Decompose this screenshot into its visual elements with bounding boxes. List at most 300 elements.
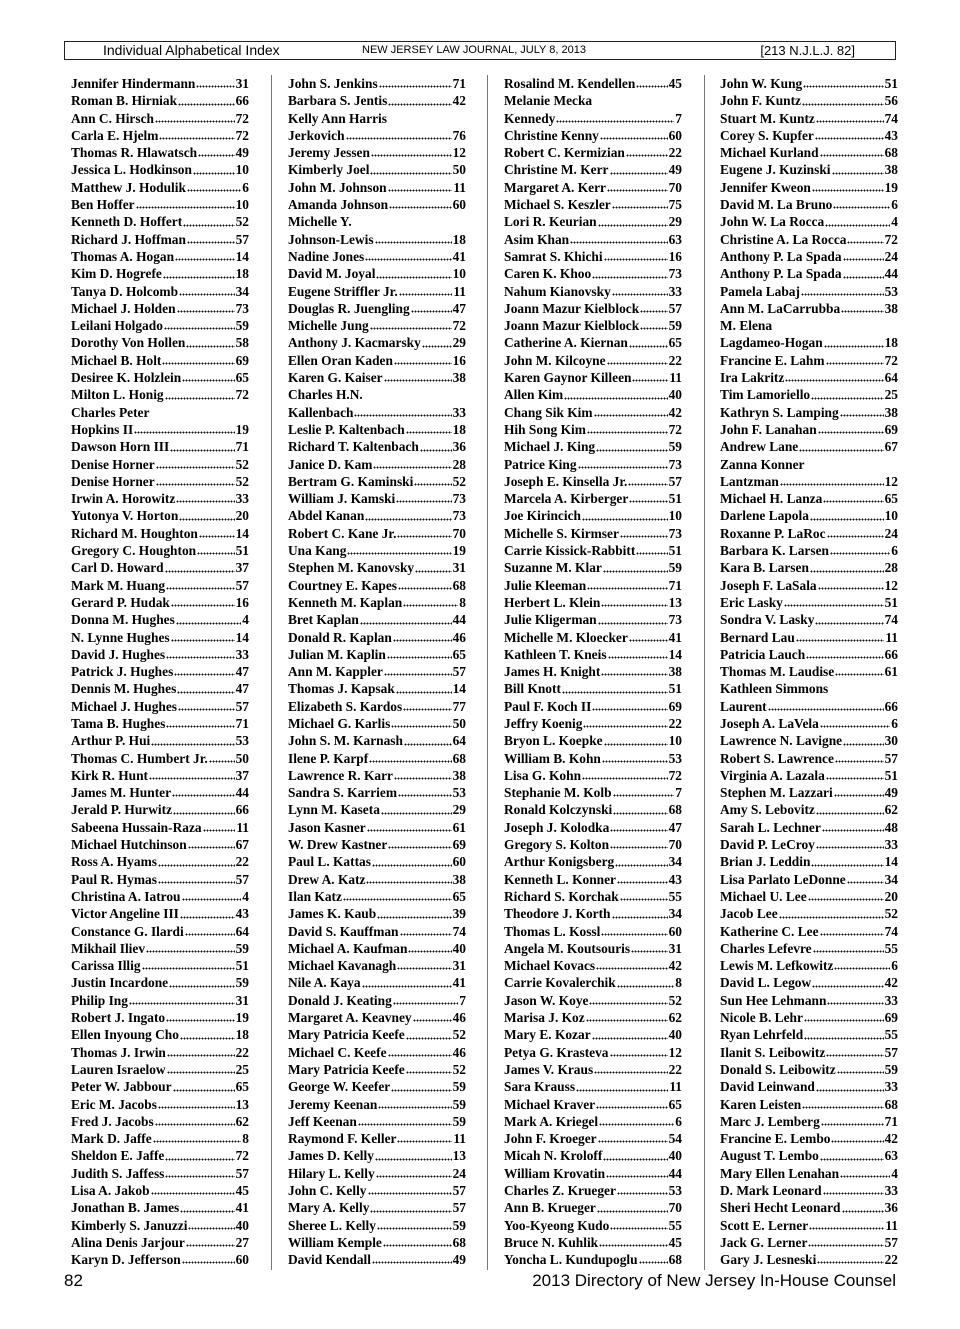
dot-leader	[615, 857, 667, 867]
entry-page-number: 10	[884, 508, 898, 524]
entry-name: Leilani Holgado	[71, 318, 163, 334]
index-entry	[720, 940, 898, 957]
dot-leader	[411, 303, 452, 313]
index-entry	[288, 386, 466, 403]
entry-page-number: 40	[452, 940, 466, 956]
entry-page-number: 14	[235, 248, 249, 264]
entry-name: Julian M. Kaplin	[288, 646, 386, 662]
index-entry	[504, 992, 682, 1009]
dot-leader	[636, 78, 667, 88]
index-entry	[720, 905, 898, 922]
index-entry	[288, 905, 466, 922]
index-entry	[720, 369, 898, 386]
index-entry	[71, 507, 249, 524]
dot-leader	[812, 978, 883, 988]
dot-leader	[182, 1254, 235, 1264]
dot-leader	[176, 615, 241, 625]
entry-page-number: 72	[235, 110, 249, 126]
dot-leader	[156, 459, 235, 469]
entry-page-number: 72	[668, 767, 682, 783]
entry-name: Ryan Lehrfeld	[720, 1027, 804, 1043]
entry-name: Jonathan B. James	[71, 1200, 180, 1216]
entry-name: Zanna Konner	[720, 456, 805, 472]
index-entry	[71, 283, 249, 300]
entry-page-number: 71	[235, 439, 249, 455]
entry-name: Jennifer Hindermann	[71, 76, 196, 91]
entry-page-number: 66	[884, 698, 898, 714]
entry-page-number: 72	[235, 1148, 249, 1164]
entry-name: Carrie Kissick-Rabbitt	[504, 543, 636, 559]
dot-leader	[820, 147, 884, 157]
entry-page-number: 6	[891, 197, 898, 213]
entry-page-number: 69	[884, 421, 898, 437]
entry-name: David P. LeCroy	[720, 837, 815, 853]
index-entry	[504, 1078, 682, 1095]
index-entry	[288, 1096, 466, 1113]
index-entry	[288, 1078, 466, 1095]
entry-name: Kelly Ann Harris	[288, 110, 387, 126]
entry-name: Irwin A. Horowitz	[71, 491, 176, 507]
entry-name: James V. Kraus	[504, 1061, 594, 1077]
index-entry	[288, 317, 466, 334]
index-entry	[720, 1234, 898, 1251]
entry-name: John F. Kuntz	[720, 93, 801, 109]
entry-page-number: 55	[884, 940, 898, 956]
entry-page-number: 38	[452, 871, 466, 887]
dot-leader	[840, 1168, 890, 1178]
index-entry	[720, 1061, 898, 1078]
entry-name: Tim Lamoriello	[720, 387, 811, 403]
dot-leader	[825, 217, 890, 227]
entry-name: Thomas M. Laudise	[720, 664, 835, 680]
entry-name: Melanie Mecka	[504, 93, 593, 109]
entry-name: Patrice King	[504, 456, 577, 472]
entry-page-number: 43	[235, 906, 249, 922]
index-entry	[71, 629, 249, 646]
entry-name: Gregory S. Kolton	[504, 837, 610, 853]
entry-page-number: 6	[242, 179, 249, 195]
entry-name: Jennifer Kweon	[720, 179, 811, 195]
entry-name: Karen Gaynor Killeen	[504, 370, 632, 386]
entry-page-number: 52	[452, 1027, 466, 1043]
dot-leader	[165, 563, 235, 573]
index-entry	[71, 1130, 249, 1147]
entry-page-number: 73	[452, 508, 466, 524]
entry-name: Una Kang	[288, 543, 347, 559]
dot-leader	[785, 372, 883, 382]
entry-page-number: 59	[235, 318, 249, 334]
index-entry	[720, 923, 898, 940]
entry-name: Kathleen Simmons	[720, 681, 829, 697]
entry-name: David L. Legow	[720, 975, 812, 991]
index-entry	[71, 871, 249, 888]
entry-page-number: 52	[668, 992, 682, 1008]
dot-leader	[810, 511, 884, 521]
entry-page-number: 40	[668, 1148, 682, 1164]
dot-leader	[177, 684, 234, 694]
entry-page-number: 63	[668, 231, 682, 247]
entry-page-number: 65	[668, 335, 682, 351]
entry-name: Denise Horner	[71, 473, 155, 489]
index-entry	[720, 767, 898, 784]
entry-page-number: 73	[235, 300, 249, 316]
entry-name: Donna M. Hughes	[71, 612, 175, 628]
entry-name: Michael A. Kaufman	[288, 940, 408, 956]
dot-leader	[599, 1116, 674, 1126]
dot-leader	[612, 909, 668, 919]
entry-name: Karen Leisten	[720, 1096, 802, 1112]
dot-leader	[193, 165, 235, 175]
entry-page-number: 70	[452, 525, 466, 541]
entry-page-number: 55	[668, 888, 682, 904]
index-entry	[288, 577, 466, 594]
entry-name: Julie Kleeman	[504, 577, 587, 593]
entry-name: Kirk R. Hunt	[71, 767, 149, 783]
entry-page-number: 39	[452, 906, 466, 922]
entry-name: Thomas C. Humbert Jr.	[71, 750, 208, 766]
entry-page-number: 24	[884, 248, 898, 264]
index-entry	[504, 905, 682, 922]
entry-name: Kim D. Hogrefe	[71, 266, 162, 282]
dot-leader	[582, 770, 668, 780]
entry-page-number: 16	[235, 594, 249, 610]
entry-page-number: 8	[242, 1131, 249, 1147]
index-entry	[720, 1182, 898, 1199]
dot-leader	[155, 1116, 235, 1126]
entry-page-number: 14	[884, 854, 898, 870]
entry-page-number: 33	[235, 491, 249, 507]
entry-page-number: 59	[668, 560, 682, 576]
index-entry	[71, 836, 249, 853]
dot-leader	[373, 459, 451, 469]
running-header	[64, 41, 896, 60]
dot-leader	[347, 545, 451, 555]
entry-page-number: 44	[668, 1165, 682, 1181]
dot-leader	[823, 1185, 884, 1195]
entry-name: Francine E. Lembo	[720, 1131, 831, 1147]
index-entry	[720, 801, 898, 818]
entry-page-number: 57	[884, 1234, 898, 1250]
entry-name: Nicole B. Lehr	[720, 1010, 803, 1026]
index-entry	[288, 784, 466, 801]
entry-page-number: 52	[235, 214, 249, 230]
entry-name: Angela M. Koutsouris	[504, 940, 631, 956]
entry-name: James D. Kelly	[288, 1148, 374, 1164]
entry-name: Samrat S. Khichi	[504, 248, 603, 264]
entry-name: Marcela A. Kirberger	[504, 491, 629, 507]
index-entry	[504, 715, 682, 732]
index-entry	[504, 750, 682, 767]
entry-name: N. Lynne Hughes	[71, 629, 170, 645]
dot-leader	[604, 736, 668, 746]
entry-page-number: 72	[452, 318, 466, 334]
entry-page-number: 56	[884, 93, 898, 109]
index-entry	[288, 421, 466, 438]
index-entry	[71, 161, 249, 178]
entry-name: Ann M. LaCarrubba	[720, 300, 841, 316]
entry-page-number: 45	[668, 1234, 682, 1250]
index-entry	[504, 767, 682, 784]
index-entry	[71, 905, 249, 922]
entry-page-number: 11	[453, 1131, 466, 1147]
entry-name: David Leinwand	[720, 1079, 815, 1095]
entry-name: Jason W. Koye	[504, 992, 589, 1008]
entry-name: Dennis M. Hughes	[71, 681, 177, 697]
dot-leader	[388, 1047, 452, 1057]
entry-name: Kimberly S. Januzzi	[71, 1217, 188, 1233]
dot-leader	[803, 78, 883, 88]
entry-name: Eugene J. Kuzinski	[720, 162, 831, 178]
entry-page-number: 41	[668, 629, 682, 645]
dot-leader	[816, 113, 884, 123]
entry-name: Michael G. Karlis	[288, 715, 391, 731]
index-entry	[288, 1217, 466, 1234]
entry-page-number: 19	[235, 1010, 249, 1026]
entry-name: Mikhail Iliev	[71, 940, 146, 956]
dot-leader	[166, 718, 234, 728]
entry-page-number: 57	[668, 473, 682, 489]
entry-page-number: 33	[668, 283, 682, 299]
entry-name: Victor Angeline III	[71, 906, 179, 922]
entry-page-number: 31	[235, 76, 249, 91]
entry-name: Amanda Johnson	[288, 197, 389, 213]
entry-page-number: 50	[452, 715, 466, 731]
index-entry	[504, 404, 682, 421]
dot-leader	[378, 1099, 451, 1109]
dot-leader	[842, 1203, 884, 1213]
dot-leader	[164, 320, 235, 330]
entry-page-number: 25	[235, 1061, 249, 1077]
index-entry	[720, 542, 898, 559]
dot-leader	[629, 493, 667, 503]
dot-leader	[403, 597, 458, 607]
entry-name: Mary Ellen Lenahan	[720, 1165, 840, 1181]
entry-page-number: 57	[235, 871, 249, 887]
dot-leader	[179, 511, 234, 521]
dot-leader	[198, 147, 235, 157]
entry-page-number: 73	[668, 456, 682, 472]
entry-name: Charles Lefevre	[720, 940, 812, 956]
entry-name: Jeremy Jessen	[288, 145, 370, 161]
dot-leader	[404, 736, 452, 746]
dot-leader	[167, 1064, 235, 1074]
journal-name: NEW JERSEY LAW JOURNAL, JULY 8, 2013	[362, 44, 586, 56]
entry-page-number: 34	[884, 871, 898, 887]
entry-page-number: 34	[235, 283, 249, 299]
dot-leader	[381, 805, 452, 815]
entry-name: David M. La Bruno	[720, 197, 833, 213]
entry-name: Caren K. Khoo	[504, 266, 592, 282]
dot-leader	[830, 545, 890, 555]
dot-leader	[596, 442, 667, 452]
entry-page-number: 71	[668, 577, 682, 593]
dot-leader	[841, 303, 883, 313]
dot-leader	[629, 632, 668, 642]
index-entry	[288, 992, 466, 1009]
entry-name: Gerard P. Hudak	[71, 594, 170, 610]
index-entry	[720, 196, 898, 213]
entry-page-number: 47	[452, 300, 466, 316]
entry-name: Barbara S. Jentis	[288, 93, 388, 109]
dot-leader	[582, 511, 668, 521]
index-entry	[720, 1217, 898, 1234]
entry-page-number: 24	[884, 525, 898, 541]
entry-page-number: 60	[452, 197, 466, 213]
dot-leader	[826, 770, 884, 780]
index-entry	[71, 594, 249, 611]
entry-name: Stuart M. Kuntz	[720, 110, 815, 126]
dot-leader	[598, 217, 668, 227]
dot-leader	[780, 476, 884, 486]
index-entry	[71, 1026, 249, 1043]
index-entry	[720, 853, 898, 870]
index-column-3	[504, 75, 682, 1268]
index-entry	[504, 577, 682, 594]
index-entry	[720, 179, 898, 196]
index-entry	[71, 577, 249, 594]
entry-name: Sarah L. Lechner	[720, 819, 821, 835]
entry-name: Hopkins II	[71, 421, 134, 437]
dot-leader	[365, 251, 451, 261]
entry-name: Francine E. Lahm	[720, 352, 825, 368]
dot-leader	[806, 649, 883, 659]
index-entry	[288, 663, 466, 680]
entry-name: Justin Incardone	[71, 975, 169, 991]
dot-leader	[802, 1099, 883, 1109]
entry-page-number: 38	[884, 300, 898, 316]
entry-name: John W. La Rocca	[720, 214, 825, 230]
index-entry	[504, 525, 682, 542]
dot-leader	[617, 978, 675, 988]
entry-name: John M. Johnson	[288, 179, 387, 195]
dot-leader	[166, 649, 234, 659]
entry-page-number: 57	[235, 1165, 249, 1181]
entry-name: Ann C. Hirsch	[71, 110, 154, 126]
index-entry	[720, 559, 898, 576]
dot-leader	[820, 718, 890, 728]
index-entry	[288, 456, 466, 473]
entry-name: Chang Sik Kim	[504, 404, 593, 420]
entry-page-number: 51	[235, 958, 249, 974]
entry-name: Stephen M. Lazzari	[720, 785, 833, 801]
index-entry	[288, 923, 466, 940]
dot-leader	[354, 407, 451, 417]
dot-leader	[812, 182, 884, 192]
entry-page-number: 64	[235, 923, 249, 939]
entry-name: Hilary L. Kelly	[288, 1165, 375, 1181]
index-entry	[71, 542, 249, 559]
index-entry	[71, 1096, 249, 1113]
dot-leader	[604, 251, 668, 261]
entry-page-number: 42	[668, 958, 682, 974]
dot-leader	[826, 355, 884, 365]
index-entry	[720, 1096, 898, 1113]
index-entry	[504, 784, 682, 801]
index-entry	[504, 1009, 682, 1026]
dot-leader	[176, 493, 234, 503]
dot-leader	[556, 113, 674, 123]
entry-name: Eric Lasky	[720, 594, 783, 610]
entry-name: Mary A. Kelly	[288, 1200, 370, 1216]
index-entry	[71, 784, 249, 801]
entry-page-number: 74	[884, 612, 898, 628]
index-entry	[504, 369, 682, 386]
entry-name: Michelle Y.	[288, 214, 352, 230]
entry-page-number: 12	[668, 1044, 682, 1060]
entry-page-number: 67	[235, 837, 249, 853]
entry-name: Catherine A. Kiernan	[504, 335, 628, 351]
entry-name: Joseph A. LaVela	[720, 715, 819, 731]
entry-page-number: 11	[669, 370, 682, 386]
dot-leader	[165, 390, 235, 400]
entry-page-number: 45	[668, 76, 682, 91]
entry-page-number: 60	[452, 854, 466, 870]
entry-page-number: 22	[668, 352, 682, 368]
index-entry	[720, 334, 898, 351]
entry-name: Peter W. Jabbour	[71, 1079, 172, 1095]
index-entry	[720, 680, 898, 697]
index-entry	[504, 732, 682, 749]
index-entry	[288, 231, 466, 248]
entry-name: Arthur Konigsberg	[504, 854, 615, 870]
entry-name: Donald S. Leibowitz	[720, 1061, 836, 1077]
entry-name: Hih Song Kim	[504, 421, 586, 437]
index-entry	[288, 1199, 466, 1216]
entry-page-number: 10	[668, 508, 682, 524]
entry-name: Karyn D. Jefferson	[71, 1252, 181, 1268]
index-entry	[720, 265, 898, 282]
entry-name: Charles Peter	[71, 404, 150, 420]
index-entry	[504, 1044, 682, 1061]
entry-name: Desiree K. Holzlein	[71, 370, 182, 386]
entry-name: Micah N. Kroloff	[504, 1148, 603, 1164]
index-entry	[71, 853, 249, 870]
entry-page-number: 37	[235, 560, 249, 576]
entry-name: Kenneth L. Konner	[504, 871, 616, 887]
index-entry	[288, 698, 466, 715]
entry-name: Jessica L. Hodkinson	[71, 162, 192, 178]
entry-page-number: 58	[235, 335, 249, 351]
index-entry	[720, 231, 898, 248]
entry-page-number: 10	[235, 162, 249, 178]
entry-name: John S. Jenkins	[288, 76, 378, 91]
entry-name: Theodore J. Korth	[504, 906, 611, 922]
index-entry	[288, 1130, 466, 1147]
entry-name: Lisa G. Kohn	[504, 767, 582, 783]
dot-leader	[187, 234, 235, 244]
entry-page-number: 42	[668, 404, 682, 420]
dot-leader	[821, 1116, 884, 1126]
entry-name: David J. Hughes	[71, 646, 166, 662]
dot-leader	[834, 787, 884, 797]
dot-leader	[840, 407, 884, 417]
dot-leader	[388, 96, 451, 106]
entry-page-number: 55	[884, 1027, 898, 1043]
entry-name: Christine A. La Rocca	[720, 231, 847, 247]
entry-page-number: 36	[452, 439, 466, 455]
entry-page-number: 62	[884, 802, 898, 818]
entry-name: Joseph J. Kolodka	[504, 819, 610, 835]
dot-leader	[406, 424, 452, 434]
index-entry	[288, 334, 466, 351]
dot-leader	[183, 217, 234, 227]
entry-name: Ann M. Kappler	[288, 664, 383, 680]
dot-leader	[209, 753, 235, 763]
entry-page-number: 12	[884, 577, 898, 593]
index-entry	[71, 317, 249, 334]
entry-name: Lauren Israelow	[71, 1061, 166, 1077]
index-entry	[504, 611, 682, 628]
